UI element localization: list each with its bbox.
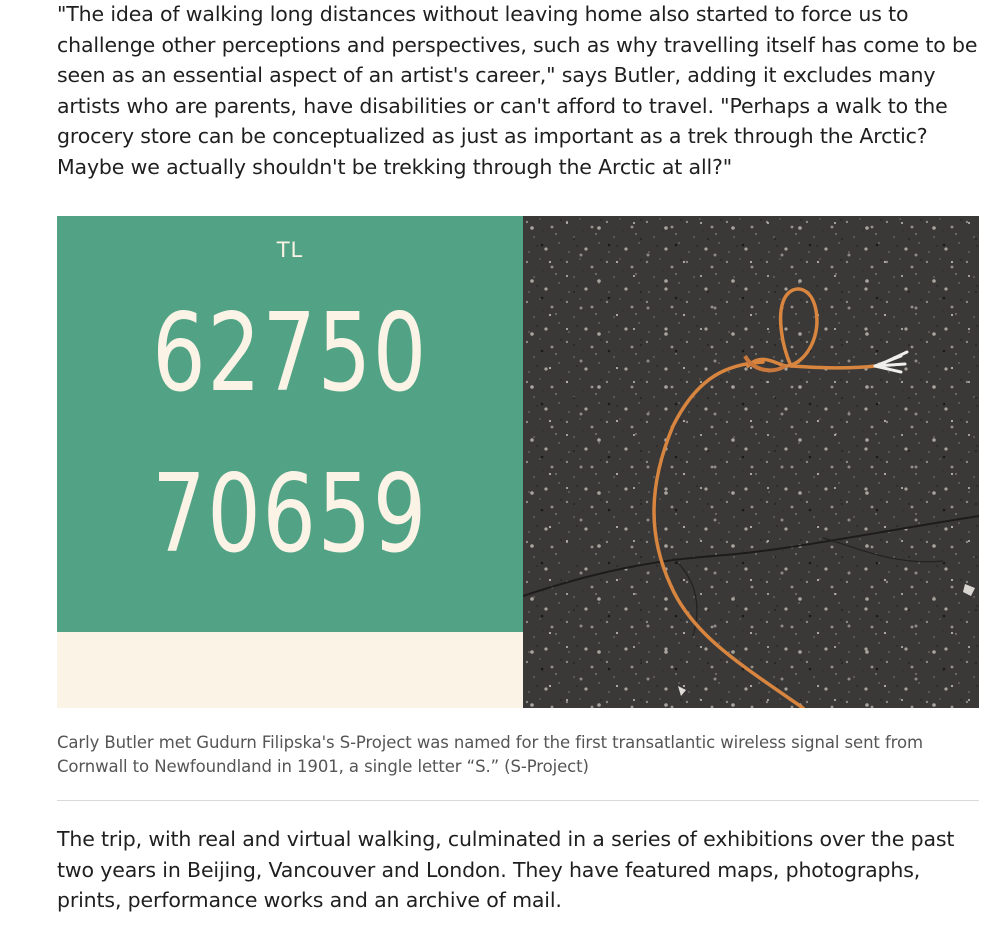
string-on-pavement-photo — [523, 216, 979, 708]
article-figure — [57, 216, 979, 708]
article-paragraph-exhibitions: The trip, with real and virtual walking, culminated in a series of exhibitions over the past two years in Beijing, Vancouver and London. They have featured maps, photographs, prints, performance works and an archive of mail. — [57, 827, 955, 912]
article-paragraph-quote: "The idea of walking long distances without leaving home also started to force us to challenge other perceptions and perspectives, such as why travelling itself has come to be seen as an essential aspect of an artist's career," says Butler, adding it excludes many artists who are parents, have disabilities or can't afford to travel. "Perhaps a walk to the grocery store can be conceptualized as just as important as a trek through the Arctic? Maybe we actually shouldn't be trekking through the Arctic at all?" — [57, 2, 978, 179]
plate-number-line-1: 62750 — [152, 291, 428, 416]
plate-label: TL — [276, 238, 304, 262]
plate-number-line-2: 70659 — [152, 452, 428, 577]
figure-caption: Carly Butler met Gudurn Filipska's S-Project was named for the first transatlantic wireless signal sent from Cornwall to Newfoundland in 1901, a single letter “S.” (S-Project) — [57, 733, 923, 776]
plate-cream-strip — [57, 632, 523, 708]
number-plate-image — [57, 216, 523, 708]
divider — [57, 800, 979, 801]
photo-illustration — [523, 216, 979, 708]
